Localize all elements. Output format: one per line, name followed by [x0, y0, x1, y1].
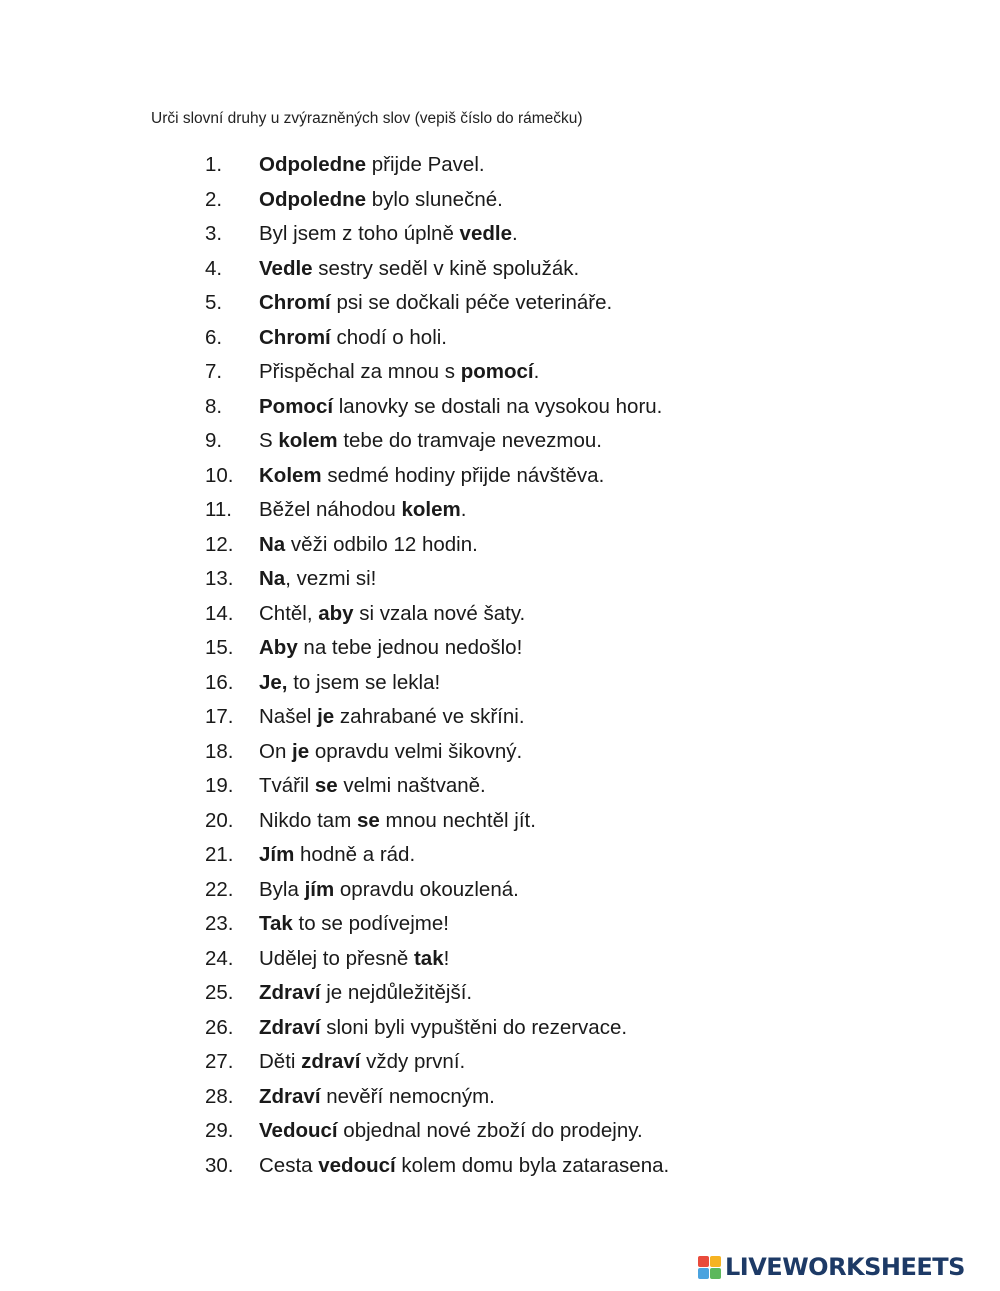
- exercise-item: [0, 666, 1000, 701]
- highlighted-word: Pomocí: [259, 394, 334, 418]
- highlighted-word: Kolem: [259, 463, 322, 487]
- sentence-fragment: opravdu velmi šikovný.: [309, 739, 523, 763]
- exercise-sentence: [259, 1011, 627, 1046]
- exercise-sentence: [259, 942, 449, 977]
- exercise-sentence: [259, 355, 539, 390]
- exercise-sentence: [259, 631, 522, 666]
- exercise-number: 1.: [205, 153, 223, 176]
- sentence-fragment: bylo slunečné.: [366, 187, 503, 211]
- highlighted-word: Chromí: [259, 291, 331, 314]
- sentence-fragment: S: [259, 429, 279, 452]
- logo-icon-square: [710, 1256, 721, 1267]
- exercise-item: [0, 528, 1000, 563]
- highlighted-word: Vedoucí: [259, 1119, 338, 1142]
- sentence-fragment: si vzala nové šaty.: [353, 601, 526, 625]
- exercise-sentence: [259, 217, 518, 252]
- sentence-fragment: .: [460, 498, 467, 521]
- highlighted-word: jím: [304, 877, 335, 901]
- logo-icon-square: [710, 1268, 721, 1279]
- exercise-sentence: [259, 528, 478, 563]
- exercise-number: 14.: [205, 601, 234, 625]
- liveworksheets-logo-icon: [698, 1256, 721, 1279]
- sentence-fragment: kolem domu byla zatarasena.: [395, 1153, 670, 1177]
- exercise-number: 12.: [205, 532, 234, 556]
- exercise-number: 18.: [205, 739, 234, 763]
- highlighted-word: Zdraví: [259, 981, 321, 1004]
- exercise-item: [0, 700, 1000, 735]
- highlighted-word: Je,: [259, 670, 288, 694]
- highlighted-word: kolem: [401, 498, 461, 521]
- exercise-sentence: [259, 1114, 643, 1149]
- exercise-number: 3.: [205, 222, 223, 245]
- sentence-fragment: na tebe jednou nedošlo!: [297, 636, 523, 659]
- exercise-sentence: [259, 700, 525, 735]
- exercise-item: [0, 873, 1000, 908]
- exercise-number: 4.: [205, 256, 223, 280]
- exercise-number: 2.: [205, 187, 223, 211]
- sentence-fragment: Nikdo tam: [259, 808, 357, 832]
- exercise-list: [0, 148, 1000, 1183]
- exercise-item: [0, 424, 1000, 459]
- highlighted-word: Zdraví: [259, 1015, 321, 1039]
- sentence-fragment: mnou nechtěl jít.: [379, 808, 536, 832]
- highlighted-word: Odpoledne: [259, 153, 367, 176]
- exercise-number: 20.: [205, 808, 234, 832]
- exercise-number: 17.: [205, 705, 234, 728]
- exercise-item: [0, 562, 1000, 597]
- sentence-fragment: On: [259, 739, 293, 763]
- sentence-fragment: sestry seděl v kině spolužák.: [312, 256, 580, 280]
- exercise-item: [0, 769, 1000, 804]
- exercise-item: [0, 148, 1000, 183]
- exercise-sentence: [259, 666, 440, 701]
- sentence-fragment: psi se dočkali péče veterináře.: [330, 291, 613, 314]
- exercise-number: 19.: [205, 774, 234, 797]
- exercise-number: 7.: [205, 360, 223, 383]
- exercise-number: 15.: [205, 636, 234, 659]
- highlighted-word: se: [356, 808, 380, 832]
- sentence-fragment: Cesta: [259, 1153, 319, 1177]
- highlighted-word: aby: [318, 601, 354, 625]
- exercise-sentence: [259, 424, 602, 459]
- highlighted-word: Tak: [259, 912, 293, 935]
- exercise-sentence: [259, 459, 604, 494]
- sentence-fragment: zahrabané ve skříni.: [334, 705, 525, 728]
- sentence-fragment: nevěří nemocným.: [320, 1084, 495, 1108]
- exercise-item: [0, 355, 1000, 390]
- sentence-fragment: tebe do tramvaje nevezmou.: [337, 429, 602, 452]
- exercise-sentence: [259, 838, 415, 873]
- exercise-sentence: [259, 183, 503, 218]
- exercise-number: 28.: [205, 1084, 234, 1108]
- exercise-item: [0, 183, 1000, 218]
- sentence-fragment: Tvářil: [259, 774, 315, 797]
- exercise-number: 11.: [205, 498, 232, 521]
- instruction-text: Urči slovní druhy u zvýrazněných slov (vepiš číslo do rámečku): [151, 110, 583, 127]
- exercise-sentence: [259, 1149, 669, 1184]
- highlighted-word: Na: [259, 567, 286, 590]
- sentence-fragment: , vezmi si!: [285, 567, 377, 590]
- exercise-number: 27.: [205, 1050, 234, 1073]
- sentence-fragment: to jsem se lekla!: [287, 670, 441, 694]
- highlighted-word: Aby: [259, 636, 298, 659]
- exercise-number: 29.: [205, 1119, 234, 1142]
- exercise-sentence: [259, 769, 486, 804]
- sentence-fragment: Chtěl,: [259, 601, 319, 625]
- exercise-sentence: [259, 286, 612, 321]
- highlighted-word: je: [317, 705, 335, 728]
- sentence-fragment: věži odbilo 12 hodin.: [285, 532, 478, 556]
- highlighted-word: je: [292, 739, 310, 763]
- sentence-fragment: vždy první.: [360, 1050, 466, 1073]
- highlighted-word: tak: [413, 946, 444, 970]
- sentence-fragment: sedmé hodiny přijde návštěva.: [321, 463, 605, 487]
- exercise-item: [0, 217, 1000, 252]
- sentence-fragment: Našel: [259, 705, 318, 728]
- sentence-fragment: to se podívejme!: [292, 912, 449, 935]
- exercise-item: [0, 1045, 1000, 1080]
- exercise-sentence: [259, 735, 522, 770]
- exercise-item: [0, 493, 1000, 528]
- exercise-item: [0, 804, 1000, 839]
- highlighted-word: Chromí: [259, 325, 331, 349]
- exercise-item: [0, 286, 1000, 321]
- exercise-sentence: [259, 1080, 495, 1115]
- sentence-fragment: .: [533, 360, 540, 383]
- logo-text: LIVEWORKSHEETS: [725, 1253, 965, 1281]
- exercise-item: [0, 459, 1000, 494]
- sentence-fragment: .: [511, 222, 518, 245]
- sentence-fragment: hodně a rád.: [294, 843, 416, 866]
- highlighted-word: se: [314, 774, 338, 797]
- exercise-number: 25.: [205, 981, 234, 1004]
- highlighted-word: vedle: [459, 222, 512, 245]
- sentence-fragment: Děti: [259, 1050, 302, 1073]
- exercise-item: [0, 321, 1000, 356]
- highlighted-word: Jím: [259, 843, 295, 866]
- sentence-fragment: Byl jsem z toho úplně: [259, 222, 460, 245]
- exercise-number: 22.: [205, 877, 234, 901]
- logo-icon-square: [698, 1256, 709, 1267]
- sentence-fragment: Běžel náhodou: [259, 498, 402, 521]
- exercise-sentence: [259, 976, 472, 1011]
- exercise-sentence: [259, 873, 519, 908]
- exercise-number: 9.: [205, 429, 223, 452]
- highlighted-word: zdraví: [301, 1050, 361, 1073]
- sentence-fragment: Byla: [259, 877, 305, 901]
- highlighted-word: Na: [259, 532, 286, 556]
- highlighted-word: Odpoledne: [259, 187, 367, 211]
- exercise-item: [0, 597, 1000, 632]
- highlighted-word: Vedle: [259, 256, 313, 280]
- sentence-fragment: Přispěchal za mnou s: [259, 360, 461, 383]
- exercise-item: [0, 252, 1000, 287]
- sentence-fragment: sloni byli vypuštěni do rezervace.: [320, 1015, 628, 1039]
- liveworksheets-logo: [698, 1253, 965, 1281]
- exercise-item: [0, 1149, 1000, 1184]
- exercise-number: 30.: [205, 1153, 234, 1177]
- exercise-number: 10.: [205, 463, 234, 487]
- exercise-sentence: [259, 148, 485, 183]
- exercise-item: [0, 942, 1000, 977]
- highlighted-word: Zdraví: [259, 1084, 321, 1108]
- highlighted-word: kolem: [278, 429, 338, 452]
- sentence-fragment: lanovky se dostali na vysokou horu.: [333, 394, 663, 418]
- sentence-fragment: velmi naštvaně.: [337, 774, 486, 797]
- exercise-number: 13.: [205, 567, 234, 590]
- exercise-number: 5.: [205, 291, 223, 314]
- exercise-number: 6.: [205, 325, 223, 349]
- sentence-fragment: !: [443, 946, 450, 970]
- exercise-sentence: [259, 804, 536, 839]
- exercise-number: 21.: [205, 843, 234, 866]
- exercise-number: 24.: [205, 946, 234, 970]
- exercise-number: 8.: [205, 394, 223, 418]
- exercise-number: 26.: [205, 1015, 234, 1039]
- exercise-item: [0, 1114, 1000, 1149]
- exercise-sentence: [259, 1045, 465, 1080]
- exercise-sentence: [259, 321, 447, 356]
- exercise-sentence: [259, 907, 449, 942]
- exercise-item: [0, 631, 1000, 666]
- sentence-fragment: přijde Pavel.: [366, 153, 485, 176]
- exercise-sentence: [259, 252, 579, 287]
- exercise-item: [0, 735, 1000, 770]
- sentence-fragment: opravdu okouzlená.: [334, 877, 519, 901]
- exercise-item: [0, 907, 1000, 942]
- exercise-sentence: [259, 493, 466, 528]
- highlighted-word: pomocí: [460, 360, 534, 383]
- exercise-item: [0, 390, 1000, 425]
- sentence-fragment: Udělej to přesně: [259, 946, 414, 970]
- logo-icon-square: [698, 1268, 709, 1279]
- highlighted-word: vedoucí: [318, 1153, 396, 1177]
- sentence-fragment: chodí o holi.: [330, 325, 447, 349]
- exercise-sentence: [259, 597, 525, 632]
- exercise-item: [0, 976, 1000, 1011]
- sentence-fragment: je nejdůležitější.: [320, 981, 473, 1004]
- exercise-item: [0, 1080, 1000, 1115]
- sentence-fragment: objednal nové zboží do prodejny.: [337, 1119, 643, 1142]
- exercise-sentence: [259, 562, 376, 597]
- exercise-item: [0, 838, 1000, 873]
- exercise-number: 23.: [205, 912, 234, 935]
- exercise-sentence: [259, 390, 662, 425]
- exercise-number: 16.: [205, 670, 234, 694]
- exercise-item: [0, 1011, 1000, 1046]
